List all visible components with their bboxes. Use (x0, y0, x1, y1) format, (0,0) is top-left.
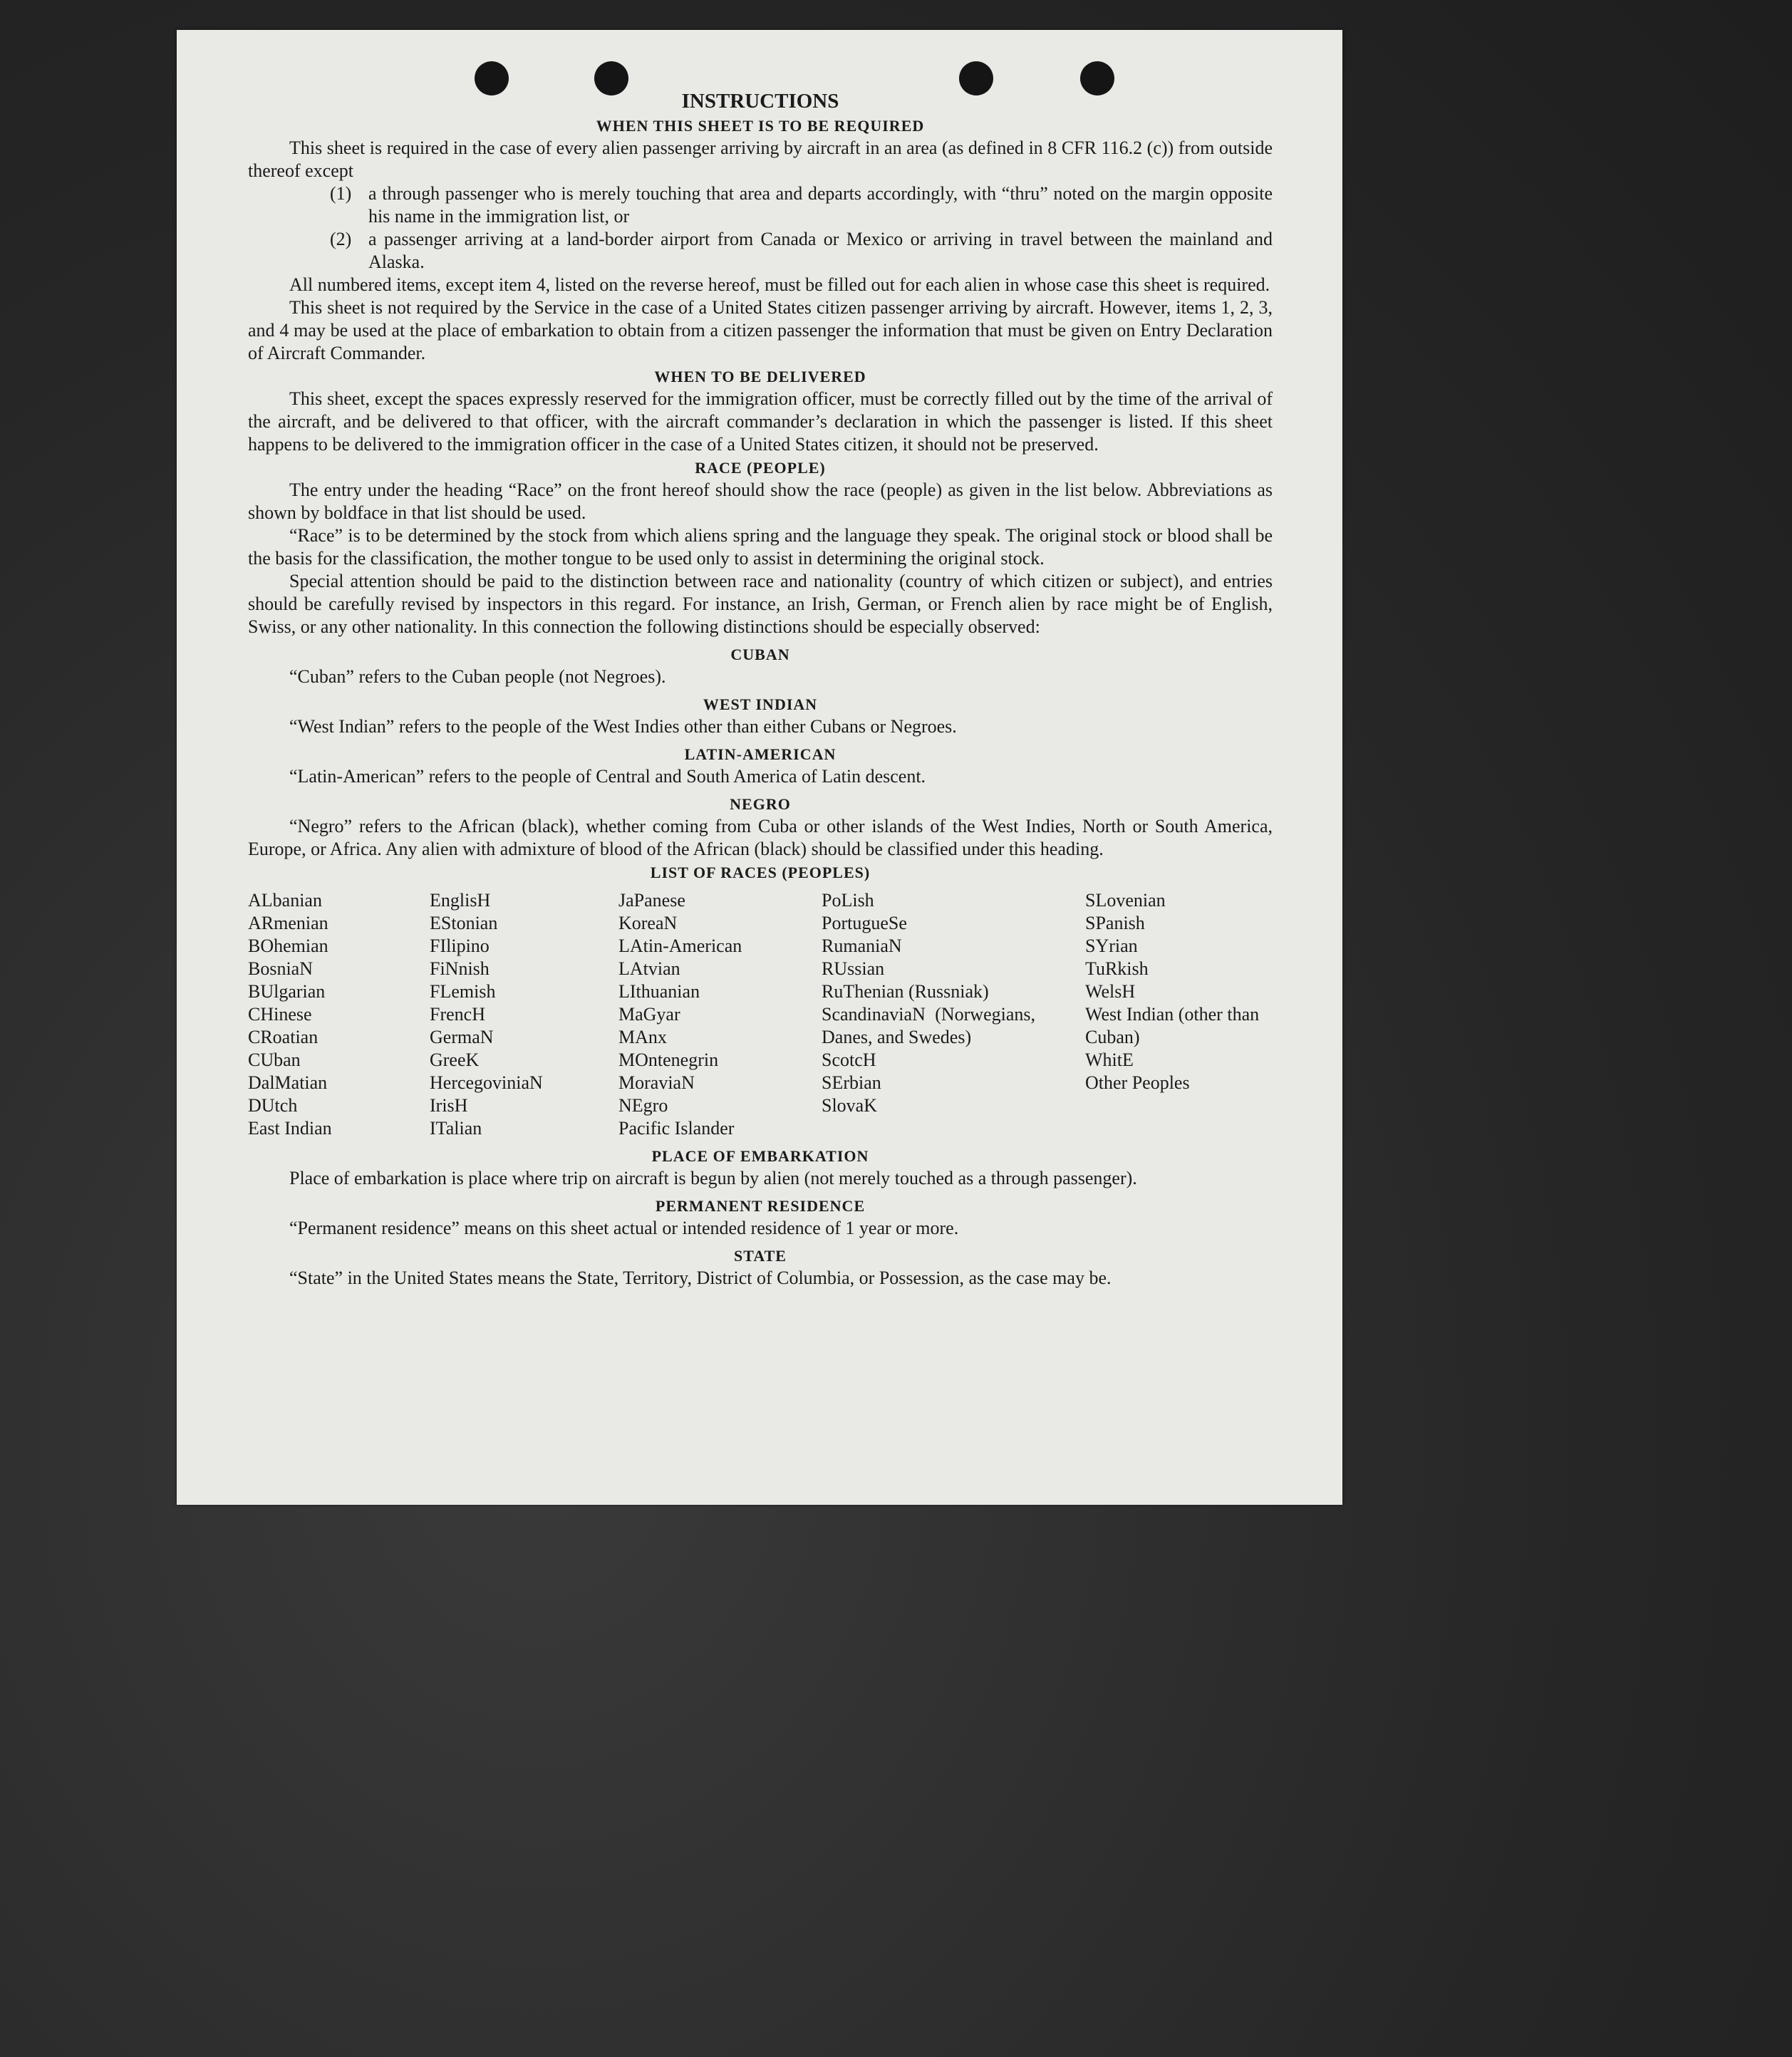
paragraph: “Cuban” refers to the Cuban people (not Negroes). (289, 666, 666, 687)
race-entry: PortugueSe (822, 913, 907, 933)
race-entry: WelsH (1085, 981, 1136, 1002)
race-entry: RUssian (822, 958, 885, 979)
race-entry: Other Peoples (1085, 1072, 1190, 1093)
section-heading: NEGRO (730, 795, 791, 813)
race-entry: CHinese (248, 1004, 312, 1025)
section-heading: CUBAN (730, 646, 790, 663)
race-entry: SLovenian (1085, 890, 1166, 911)
race-entry: ITalian (430, 1118, 482, 1139)
paragraph: “Permanent residence” means on this sheet actual or intended residence of 1 year or more. (289, 1218, 959, 1238)
section-heading: WHEN THIS SHEET IS TO BE REQUIRED (596, 117, 925, 135)
punch-hole (959, 61, 993, 95)
paragraph: This sheet is required in the case of every alien passenger arriving by aircraft in an area (as defined in 8 CFR 116.2 (c)) from outside thereof except (248, 138, 1273, 181)
paragraph: “Race” is to be determined by the stock from which aliens spring and the language they speak. The original stock or blood shall be the basis for the classification, the mother tongue to be used only to assist in determining the original stock. (248, 525, 1273, 569)
race-entry: FIlipino (430, 936, 490, 956)
race-entry: GermaN (430, 1027, 494, 1047)
paragraph: Place of embarkation is place where trip on aircraft is begun by alien (not merely touched as a through passenger). (289, 1168, 1137, 1188)
race-column (430, 889, 618, 1140)
race-entry: SlovaK (822, 1095, 877, 1116)
race-entry: LIthuanian (618, 981, 700, 1002)
document-sheet (177, 30, 1342, 1505)
paragraph: This sheet is not required by the Service in the case of a United States citizen passenger arriving by aircraft. However, items 1, 2, 3, and 4 may be used at the place of embarkation to obtain from a citizen passenger the information that must be given on Entry Declaration of Aircraft Commander. (248, 297, 1273, 363)
item-text: a through passenger who is merely touching that area and departs accordingly, with “thru” noted on the margin opposite his name in the immigration list, or (368, 183, 1273, 227)
race-entry: ALbanian (248, 890, 322, 911)
race-entry: West Indian (other than Cuban) (1085, 1004, 1260, 1047)
race-entry: HercegoviniaN (430, 1072, 543, 1093)
paragraph: This sheet, except the spaces expressly reserved for the immigration officer, must be correctly filled out by the time of the arrival of the aircraft, and be delivered to that officer, with the aircraft commander’s declaration in which the passenger is listed. If this sheet happens to be delivered to the immigration officer in the case of a United States citizen, it should not be preserved. (248, 388, 1273, 455)
item-number: (2) (330, 229, 352, 249)
race-column (822, 889, 1085, 1140)
race-entry: MOntenegrin (618, 1050, 719, 1070)
race-entry: FrencH (430, 1004, 485, 1025)
race-entry: RuThenian (Russniak) (822, 981, 989, 1002)
race-column (618, 889, 822, 1140)
document-title: INSTRUCTIONS (681, 90, 839, 113)
race-entry: BOhemian (248, 936, 328, 956)
race-entry: SYrian (1085, 936, 1138, 956)
race-entry: DalMatian (248, 1072, 328, 1093)
paragraph: “State” in the United States means the State, Territory, District of Columbia, or Possession, as the case may be. (289, 1268, 1112, 1288)
race-entry: CRoatian (248, 1027, 318, 1047)
punch-hole (1080, 61, 1114, 95)
race-entry: East Indian (248, 1118, 332, 1139)
race-column (248, 889, 430, 1140)
section-heading: STATE (734, 1247, 787, 1265)
race-entry: IrisH (430, 1095, 468, 1116)
race-entry: WhitE (1085, 1050, 1134, 1070)
race-entry: KoreaN (618, 913, 678, 933)
race-entry: FiNnish (430, 958, 490, 979)
punch-hole (475, 61, 509, 95)
section-heading: WHEN TO BE DELIVERED (654, 368, 866, 385)
race-entry: BUlgarian (248, 981, 326, 1002)
section-heading: LIST OF RACES (PEOPLES) (650, 864, 871, 881)
race-entry: SPanish (1085, 913, 1145, 933)
paragraph: Special attention should be paid to the distinction between race and nationality (country of which citizen or subject), and entries should be carefully revised by inspectors in this regard. For instance, an Irish, German, or French alien by race might be of English, Swiss, or any other nationality. In this connection the following distinctions should be especially observed: (248, 571, 1273, 637)
race-entry: MaGyar (618, 1004, 680, 1025)
paragraph: “Negro” refers to the African (black), whether coming from Cuba or other islands of the West Indies, North or South America, Europe, or Africa. Any alien with admixture of blood of the African (black) should be classified under this heading. (248, 816, 1273, 859)
race-entry: LAtin-American (618, 936, 742, 956)
race-entry: ARmenian (248, 913, 328, 933)
race-entry: CUban (248, 1050, 301, 1070)
paragraph: All numbered items, except item 4, listed on the reverse hereof, must be filled out for each alien in whose case this sheet is required. (289, 274, 1270, 295)
paragraph: The entry under the heading “Race” on the front hereof should show the race (people) as given in the list below. Abbreviations as shown by boldface in that list should be used. (248, 480, 1273, 523)
item-number: (1) (330, 183, 352, 204)
race-entry: ScandinaviaN (Norwegians, Danes, and Swedes) (822, 1004, 1035, 1047)
race-list (248, 889, 1273, 1140)
list-item (248, 182, 1273, 228)
race-entry: JaPanese (618, 890, 685, 911)
race-entry: TuRkish (1085, 958, 1149, 979)
race-entry: ScotcH (822, 1050, 876, 1070)
list-item (248, 228, 1273, 274)
race-entry: FLemish (430, 981, 496, 1002)
race-entry: DUtch (248, 1095, 298, 1116)
race-entry: Pacific Islander (618, 1118, 735, 1139)
race-entry: BosniaN (248, 958, 313, 979)
section-heading: PLACE OF EMBARKATION (651, 1147, 869, 1165)
race-entry: GreeK (430, 1050, 480, 1070)
section-heading: WEST INDIAN (703, 695, 818, 713)
race-entry: MoraviaN (618, 1072, 695, 1093)
race-entry: EStonian (430, 913, 498, 933)
race-entry: EnglisH (430, 890, 491, 911)
race-entry: PoLish (822, 890, 874, 911)
section-heading: PERMANENT RESIDENCE (655, 1197, 866, 1215)
punch-hole (594, 61, 628, 95)
paragraph: “Latin-American” refers to the people of Central and South America of Latin descent. (289, 766, 926, 787)
race-entry: LAtvian (618, 958, 680, 979)
item-text: a passenger arriving at a land-border airport from Canada or Mexico or arriving in travel between the mainland and Alaska. (368, 229, 1273, 272)
paragraph: “West Indian” refers to the people of the West Indies other than either Cubans or Negroes. (289, 716, 957, 737)
section-heading: LATIN-AMERICAN (684, 745, 837, 763)
race-entry: RumaniaN (822, 936, 902, 956)
section-heading: RACE (PEOPLE) (695, 459, 826, 477)
race-entry: SErbian (822, 1072, 881, 1093)
race-entry: NEgro (618, 1095, 668, 1116)
race-entry: MAnx (618, 1027, 667, 1047)
race-column (1085, 889, 1273, 1140)
